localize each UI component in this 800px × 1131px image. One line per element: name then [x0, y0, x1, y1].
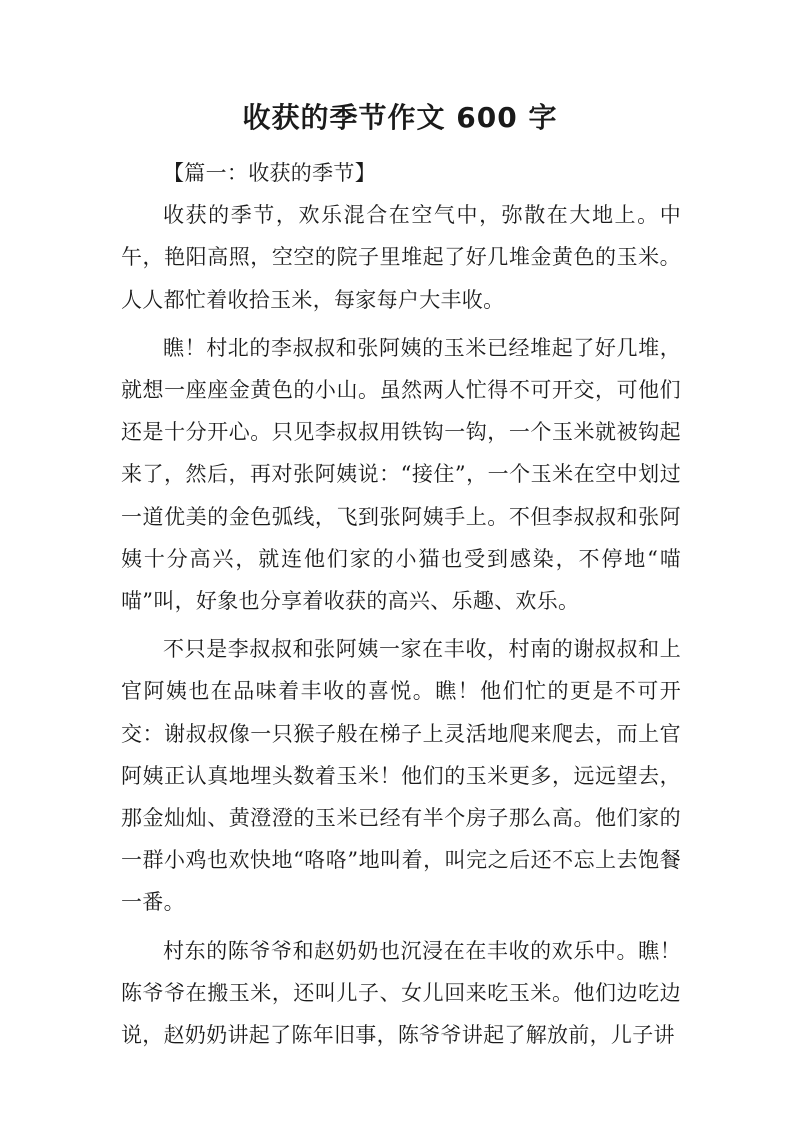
document-body: [121, 152, 681, 1056]
paragraph-2: 瞧！村北的李叔叔和张阿姨的玉米已经堆起了好几堆，就想一座座金黄色的小山。虽然两人忙得不可开交，可他们还是十分开心。只见李叔叔用铁钩一钩，一个玉米就被钩起来了，然后，再对张阿姨说：“接住”，一个玉米在空中划过一道优美的金色弧线，飞到张阿姨手上。不但李叔叔和张阿姨十分高兴，就连他们家的小猫也受到感染，不停地“喵喵”叫，好象也分享着收获的高兴、乐趣、欢乐。: [121, 335, 681, 614]
paragraph-3: 不只是李叔叔和张阿姨一家在丰收，村南的谢叔叔和上官阿姨也在品味着丰收的喜悦。瞧！他们忙的更是不可开交：谢叔叔像一只猴子般在梯子上灵活地爬来爬去，而上官阿姨正认真地埋头数着玉米！他们的玉米更多，远远望去，那金灿灿、黄澄澄的玉米已经有半个房子那么高。他们家的一群小鸡也欢快地“咯咯”地叫着，叫完之后还不忘上去饱餐一番。: [121, 637, 681, 915]
document-title: 收获的季节作文 600 字: [242, 101, 558, 134]
paragraph-1: 收获的季节，欢乐混合在空气中，弥散在大地上。中午，艳阳高照，空空的院子里堆起了好几堆金黄色的玉米。人人都忙着收拾玉米，每家每户大丰收。: [121, 203, 681, 312]
section-heading: 【篇一：收获的季节】: [163, 161, 376, 185]
paragraph-4: 村东的陈爷爷和赵奶奶也沉浸在在丰收的欢乐中。瞧！陈爷爷在搬玉米，还叫儿子、女儿回来吃玉米。他们边吃边说，赵奶奶讲起了陈年旧事，陈爷爷讲起了解放前，儿子讲: [121, 938, 681, 1048]
